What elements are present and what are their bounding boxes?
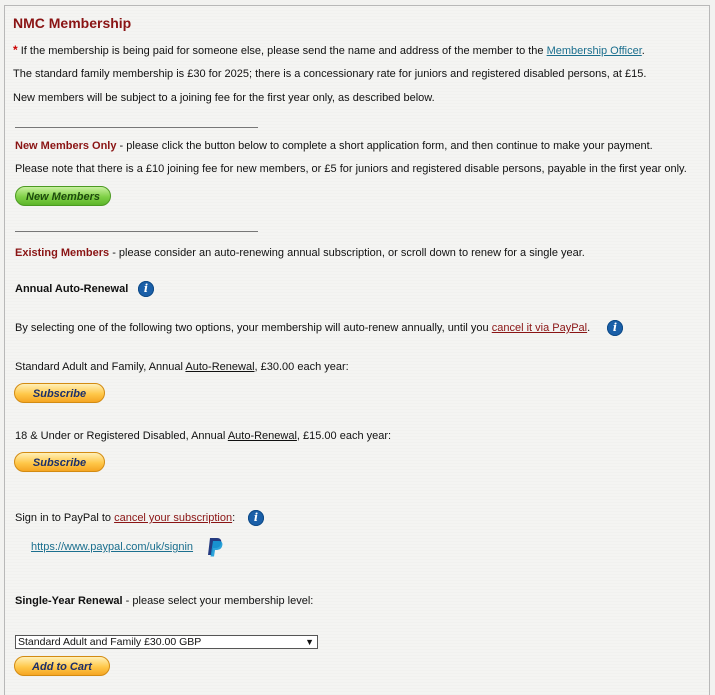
- new-members-note: Please note that there is a £10 joining fee for new members, or £5 for juniors and registered disable persons, payable in the first year only.: [15, 163, 687, 175]
- info-icon[interactable]: i: [138, 281, 154, 297]
- signin-line: Sign in to PayPal to cancel your subscription:: [15, 512, 236, 524]
- new-members-button[interactable]: New Members: [15, 186, 111, 206]
- cancel-via-paypal-link[interactable]: cancel it via PayPal: [491, 322, 588, 334]
- subscribe-concession-button[interactable]: Subscribe: [14, 452, 105, 472]
- membership-level-value: Standard Adult and Family £30.00 GBP: [18, 636, 202, 648]
- divider: [15, 231, 258, 232]
- option2-label: 18 & Under or Registered Disabled, Annual Auto-Renewal, £15.00 each year:: [15, 430, 392, 442]
- cancel-subscription-link[interactable]: cancel your subscription: [114, 512, 233, 524]
- required-star: *: [13, 43, 18, 57]
- new-members-line: New Members Only - please click the button below to complete a short application form, and then continue to make your payment.: [15, 140, 653, 152]
- auto-renewal-heading: Annual Auto-Renewal: [15, 283, 129, 295]
- chevron-down-icon: ▼: [305, 637, 314, 647]
- paypal-signin-link[interactable]: https://www.paypal.com/uk/signin: [31, 541, 194, 553]
- page-title: NMC Membership: [13, 15, 132, 31]
- intro-line-3: New members will be subject to a joining fee for the first year only, as described below.: [13, 92, 435, 104]
- intro-line-1: * If the membership is being paid for someone else, please send the name and address of the member to the Membership Officer.: [13, 43, 645, 57]
- membership-officer-link[interactable]: Membership Officer: [546, 45, 642, 57]
- info-icon[interactable]: i: [248, 510, 264, 526]
- single-year-heading: Single-Year Renewal: [15, 595, 123, 607]
- intro-line-2: The standard family membership is £30 for 2025; there is a concessionary rate for juniors and registered disabled persons, at £15.: [13, 68, 647, 80]
- add-to-cart-button[interactable]: Add to Cart: [14, 656, 110, 676]
- page-frame: [4, 5, 710, 695]
- paypal-logo-icon[interactable]: [207, 537, 223, 557]
- single-year-line: Single-Year Renewal - please select your membership level:: [15, 595, 314, 607]
- info-icon[interactable]: i: [607, 320, 623, 336]
- divider: [15, 127, 258, 128]
- subscribe-standard-button[interactable]: Subscribe: [14, 383, 105, 403]
- auto-renewal-desc: By selecting one of the following two options, your membership will auto-renew annually, until you cancel it via PayPal.: [15, 322, 591, 334]
- option1-label: Standard Adult and Family, Annual Auto-Renewal, £30.00 each year:: [15, 361, 349, 373]
- existing-members-heading: Existing Members: [15, 247, 110, 259]
- membership-level-select[interactable]: [15, 635, 318, 649]
- existing-members-line: Existing Members - please consider an auto-renewing annual subscription, or scroll down to renew for a single year.: [15, 247, 585, 259]
- new-members-heading: New Members Only: [15, 140, 117, 152]
